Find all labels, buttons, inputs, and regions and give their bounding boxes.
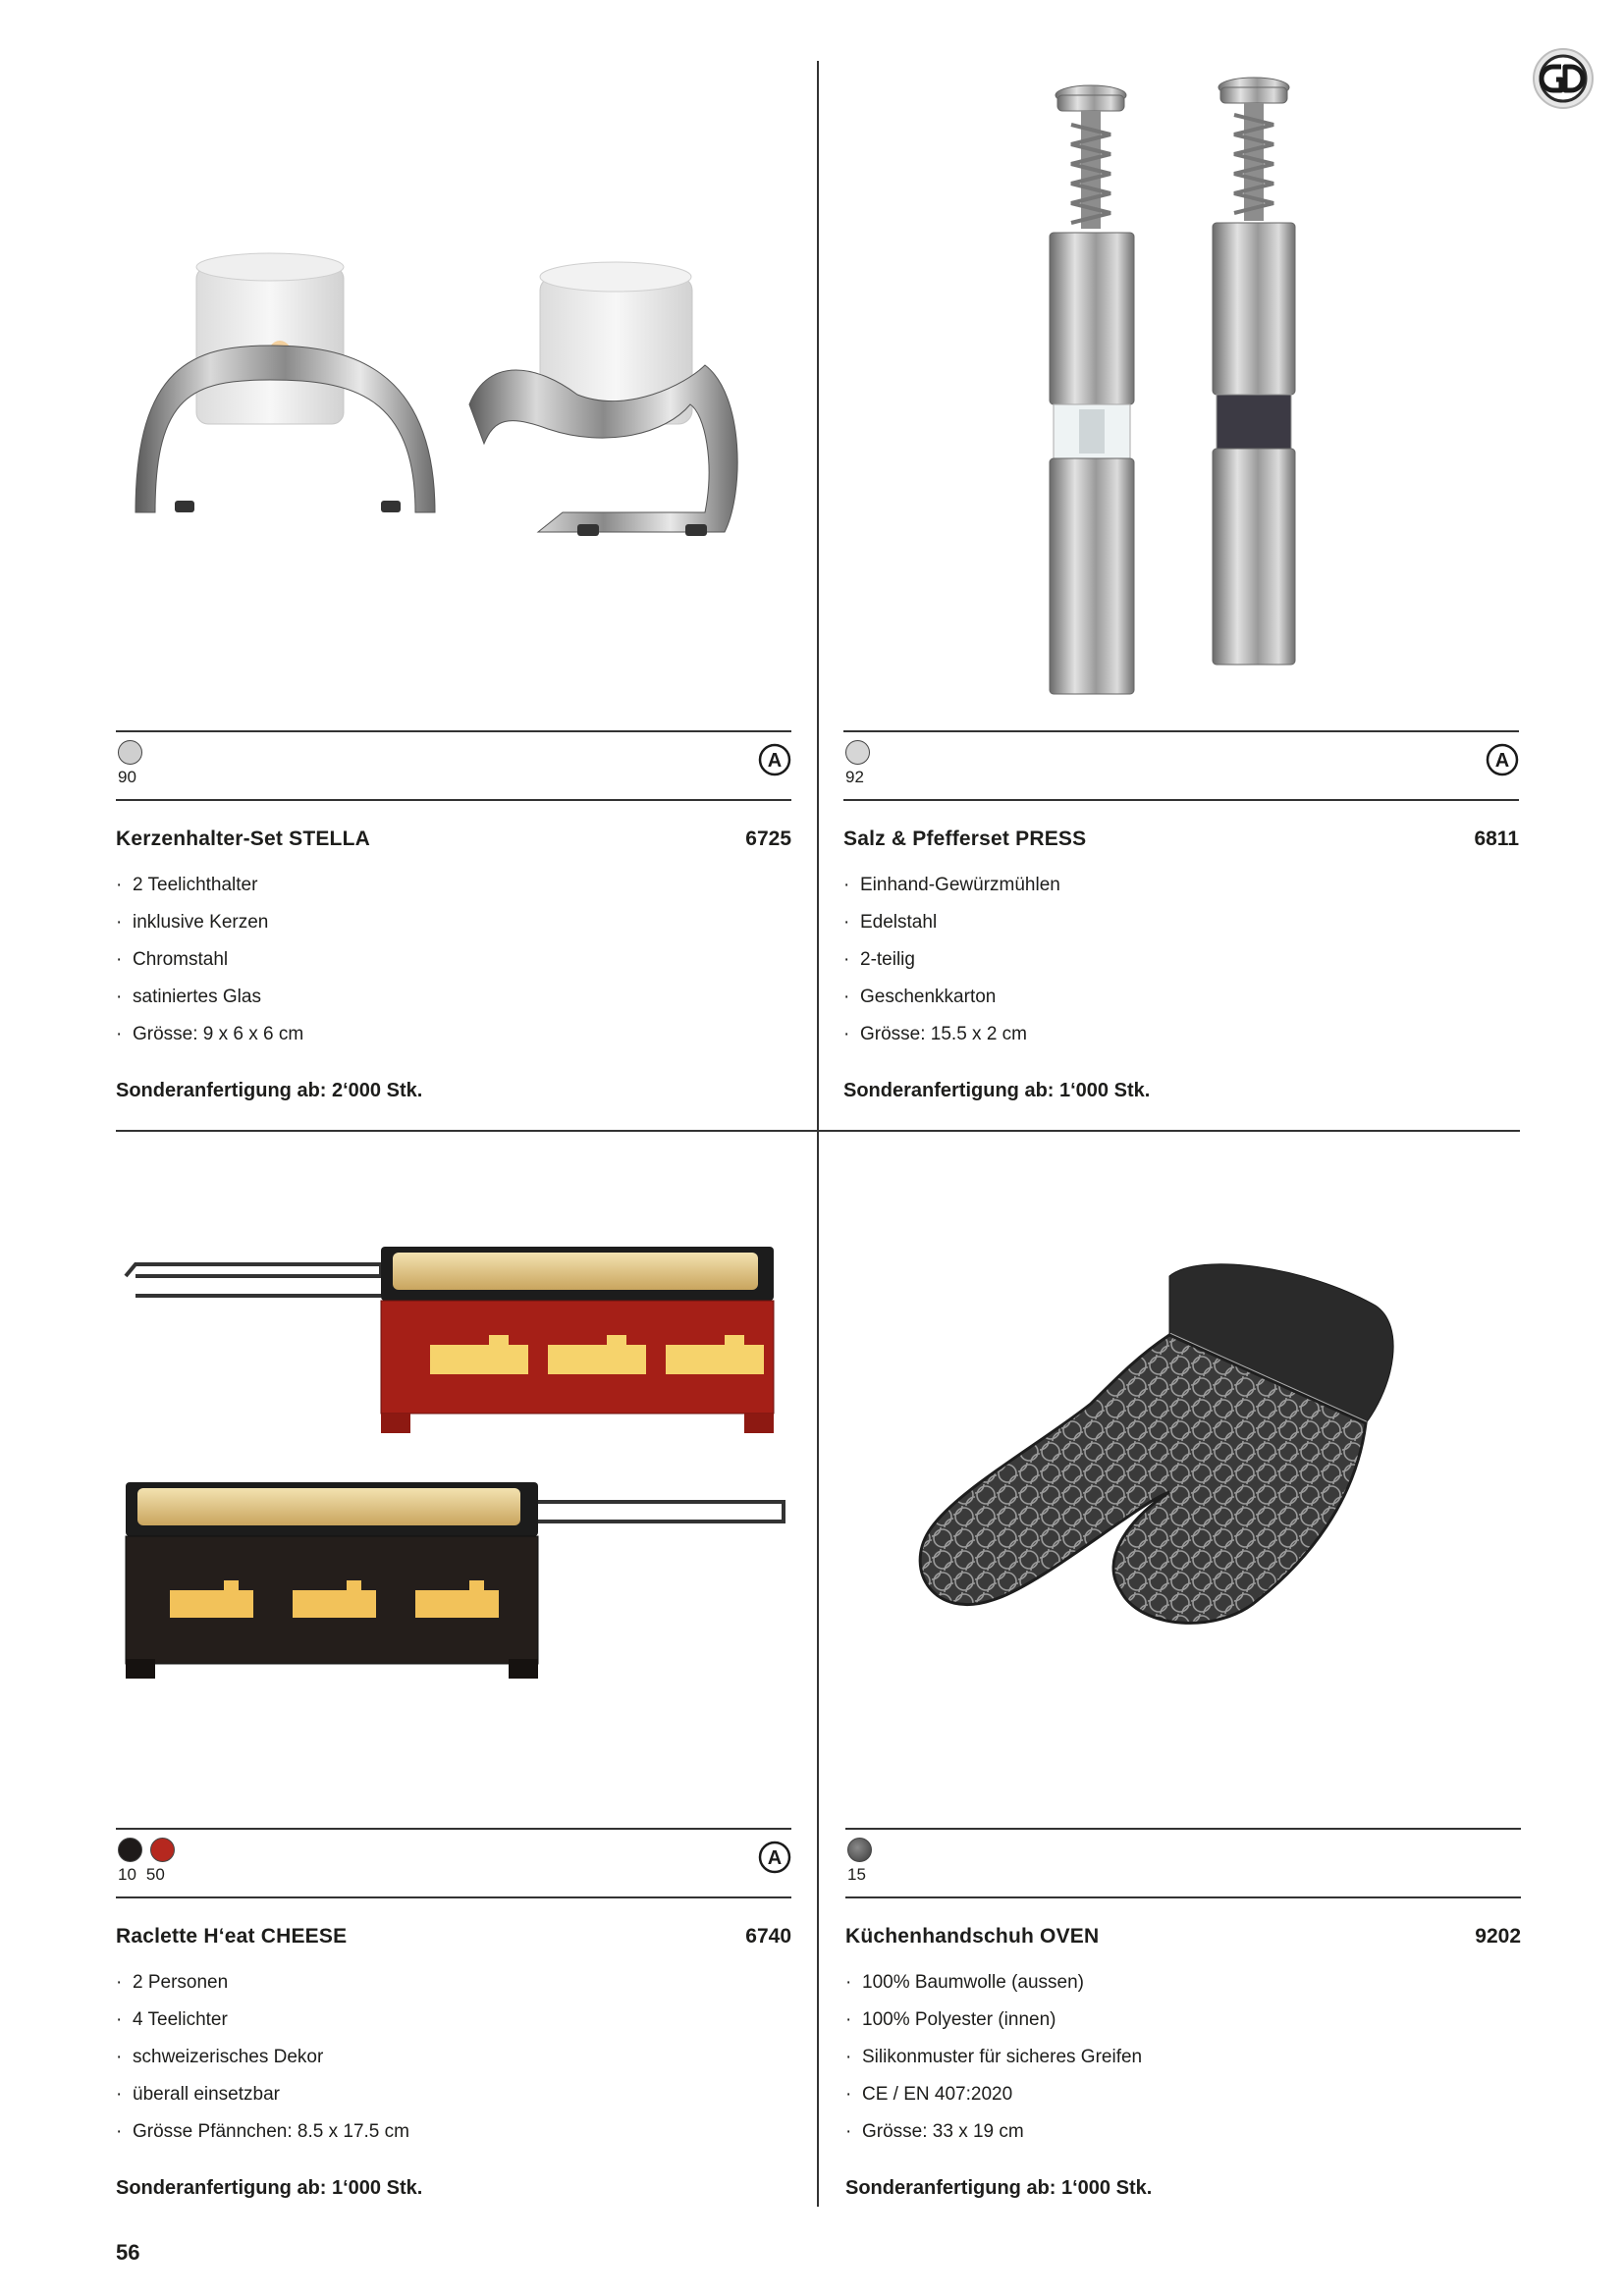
color-swatch-silver (118, 740, 142, 765)
article-number: 6725 (745, 828, 791, 850)
feature-item: · Einhand-Gewürzmühlen (843, 875, 1060, 895)
feature-item: · Grösse: 9 x 6 x 6 cm (116, 1024, 304, 1044)
feature-list (843, 872, 1060, 1058)
custom-order-note: Sonderanfertigung ab: 1‘000 Stk. (845, 2177, 1153, 2199)
feature-item: · 2-teilig (843, 949, 915, 970)
color-swatches (118, 1838, 175, 1865)
feature-item: · inklusive Kerzen (116, 912, 269, 933)
feature-item: · Silikonmuster für sicheres Greifen (845, 2047, 1143, 2067)
color-code: 10 (118, 1865, 136, 1884)
a-category-icon (1486, 743, 1519, 776)
custom-order-note: Sonderanfertigung ab: 1‘000 Stk. (843, 1080, 1151, 1101)
feature-item: · 4 Teelichter (116, 2009, 228, 2030)
spec-rule-top (845, 1828, 1521, 1830)
feature-item: · satiniertes Glas (116, 987, 261, 1007)
color-swatch-black (118, 1838, 142, 1862)
color-code: 92 (845, 768, 864, 786)
feature-item: · Grösse Pfännchen: 8.5 x 17.5 cm (116, 2121, 409, 2142)
color-codes (118, 768, 136, 787)
custom-order-note: Sonderanfertigung ab: 2‘000 Stk. (116, 1080, 423, 1101)
a-category-icon (758, 743, 791, 776)
product-image-raclette-sets (116, 1237, 791, 1688)
feature-list (845, 1969, 1142, 2156)
spec-rule-bottom (843, 799, 1519, 801)
color-swatch-stainless (845, 740, 870, 765)
feature-item: · Chromstahl (116, 949, 229, 970)
color-code: 15 (847, 1865, 866, 1884)
product-card-press (843, 61, 1519, 1101)
row-divider (116, 1130, 1520, 1132)
product-image-salt-pepper-mills (843, 66, 1519, 704)
product-title: Küchenhandschuh OVEN (845, 1925, 1100, 1948)
article-number: 9202 (1475, 1925, 1521, 1948)
spec-rule-top (843, 730, 1519, 732)
article-number: 6811 (1474, 828, 1519, 850)
a-category-icon (758, 1841, 791, 1874)
article-number: 6740 (745, 1925, 791, 1948)
page-number: 56 (116, 2240, 140, 2265)
color-swatch-red (150, 1838, 175, 1862)
color-code: 90 (118, 768, 136, 786)
color-codes (118, 1865, 165, 1885)
custom-order-note: Sonderanfertigung ab: 1‘000 Stk. (116, 2177, 423, 2199)
color-codes (847, 1865, 866, 1885)
color-code: 50 (145, 1865, 165, 1884)
brand-logo (1532, 47, 1595, 110)
feature-item: · 2 Teelichthalter (116, 875, 258, 895)
product-title: Kerzenhalter-Set STELLA (116, 828, 370, 850)
color-swatches (118, 740, 142, 768)
spec-rule-bottom (116, 1896, 791, 1898)
color-swatches (847, 1838, 872, 1865)
product-title: Raclette H‘eat CHEESE (116, 1925, 348, 1948)
product-card-cheese (116, 1158, 791, 2199)
a-category-letter: A (1494, 750, 1510, 772)
feature-item: · 100% Polyester (innen) (845, 2009, 1056, 2030)
feature-item: · Geschenkkarton (843, 987, 997, 1007)
spec-rule-top (116, 730, 791, 732)
spec-rule-bottom (116, 799, 791, 801)
product-card-stella (116, 61, 791, 1101)
feature-item: · Edelstahl (843, 912, 938, 933)
feature-list (116, 1969, 409, 2156)
color-swatch-dark-grey (847, 1838, 872, 1862)
a-category-letter: A (767, 1847, 783, 1869)
feature-item: · schweizerisches Dekor (116, 2047, 324, 2067)
feature-item: · 2 Personen (116, 1972, 229, 1993)
feature-list (116, 872, 303, 1058)
column-divider (817, 61, 819, 2207)
feature-item: · 100% Baumwolle (aussen) (845, 1972, 1085, 1993)
feature-item: · Grösse: 15.5 x 2 cm (843, 1024, 1028, 1044)
product-image-candle-holders (116, 247, 791, 620)
feature-item: · CE / EN 407:2020 (845, 2084, 1013, 2105)
product-title: Salz & Pfefferset PRESS (843, 828, 1087, 850)
spec-rule-top (116, 1828, 791, 1830)
spec-rule-bottom (845, 1896, 1521, 1898)
color-codes (845, 768, 864, 787)
product-card-oven (845, 1158, 1521, 2199)
feature-item: · überall einsetzbar (116, 2084, 280, 2105)
a-category-letter: A (767, 750, 783, 772)
color-swatches (845, 740, 870, 768)
product-image-oven-mitt (845, 1247, 1521, 1659)
feature-item: · Grösse: 33 x 19 cm (845, 2121, 1024, 2142)
